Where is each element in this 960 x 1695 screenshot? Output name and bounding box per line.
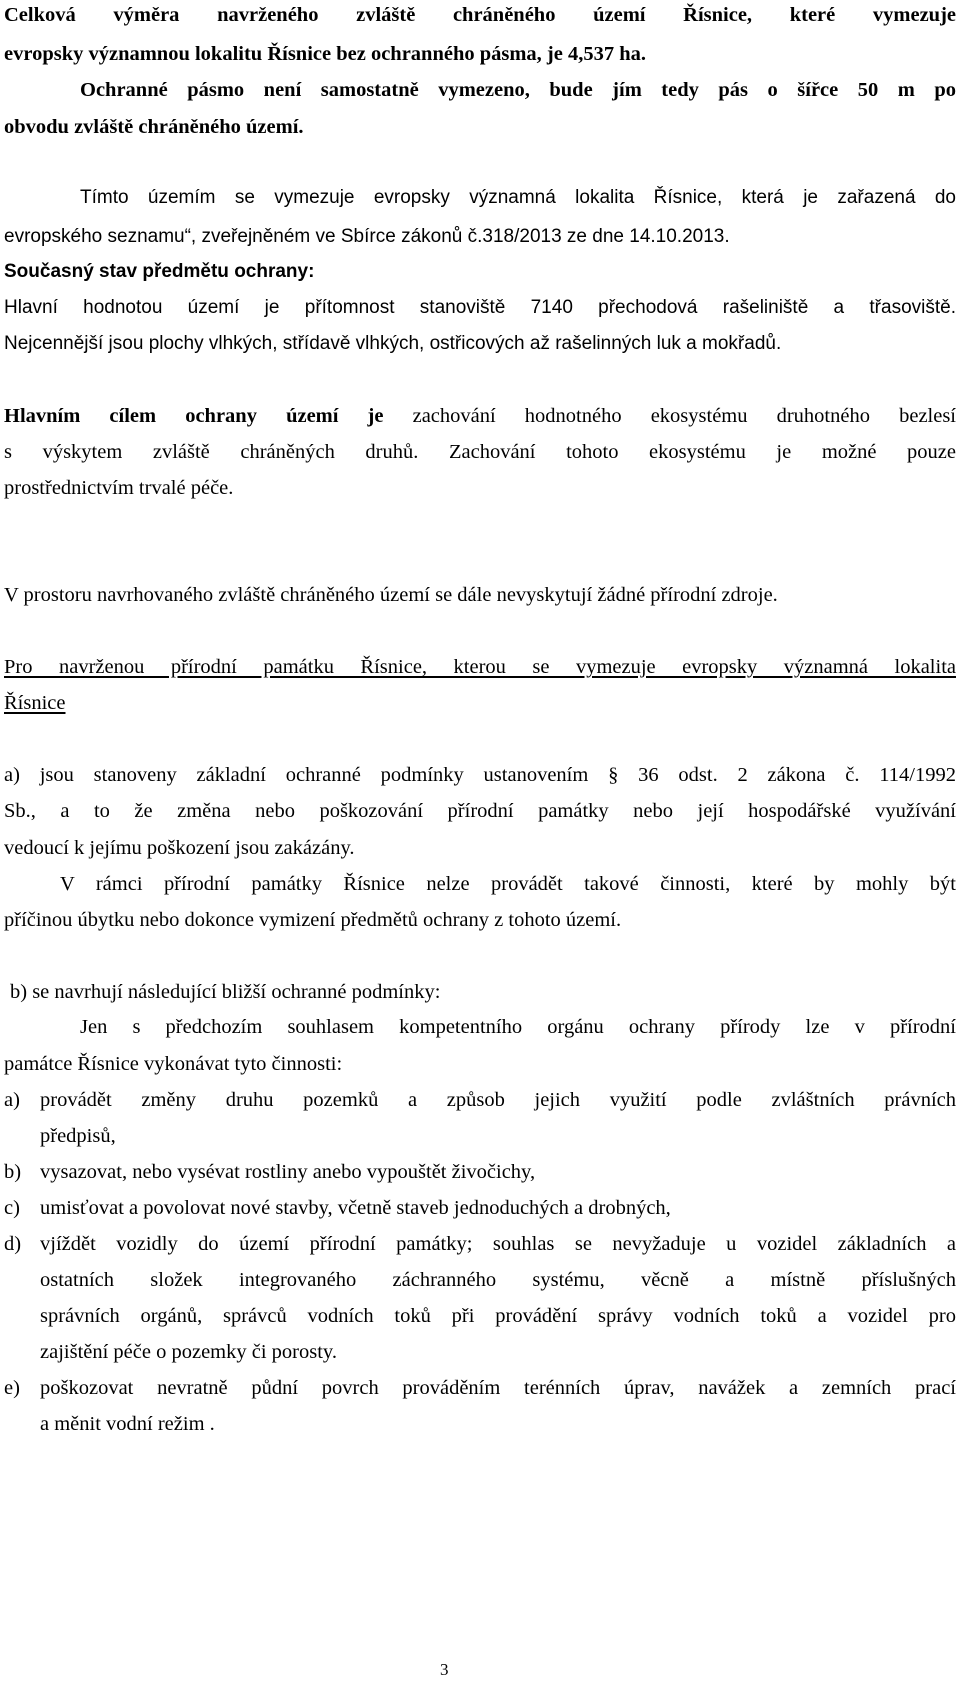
main-goal-bold: Hlavním cílem ochrany území je <box>4 405 384 427</box>
list-item-b-line-1: vysazovat, nebo vysévat rostliny anebo vypouštět živočichy, <box>40 1161 536 1183</box>
current-state-line-2: Nejcennější jsou plochy vlhkých, střídavě vlhkých, ostřicových až rašelinných luk a mokřadů. <box>4 333 782 354</box>
natural-resources-line: V prostoru navrhovaného zvláště chráněného území se dále nevyskytují žádné přírodní zdroje. <box>4 584 778 606</box>
monument-intro-line-2: Řísnice <box>4 692 66 714</box>
basic-conditions-line-2: Sb., a to že změna nebo poškozování přírodní památky nebo její hospodářské využívání <box>4 800 956 822</box>
list-marker: c) <box>4 1197 20 1219</box>
monument-intro-line-1: Pro navrženou přírodní památku Řísnice, kterou se vymezuje evropsky významná lokalita <box>4 656 956 678</box>
list-marker: b) <box>4 1161 22 1183</box>
main-goal-line-1 <box>4 406 956 427</box>
list-item-d-line-2: ostatních složek integrovaného záchranného systému, věcně a místně příslušných <box>40 1269 956 1291</box>
eu-site-line-2: evropského seznamu“, zveřejněném ve Sbírce zákonů č.318/2013 ze dne 14.10.2013. <box>4 226 730 247</box>
list-item-a-line-2: předpisů, <box>40 1125 116 1147</box>
basic-conditions-line-3: vedoucí k jejímu poškození jsou zakázány. <box>4 837 355 859</box>
current-state-heading: Současný stav předmětu ochrany: <box>4 261 315 282</box>
area-text-line-1: Celková výměra navrženého zvláště chráněného území Řísnice, které vymezuje <box>4 4 956 26</box>
list-item-d-line-1: vjíždět vozidly do území přírodní památky; souhlas se nevyžaduje u vozidel základních a <box>40 1233 956 1255</box>
current-state-line-1: Hlavní hodnotou území je přítomnost stanoviště 7140 přechodová rašeliniště a třasoviště. <box>4 297 956 318</box>
list-item-d-line-3: správních orgánů, správců vodních toků při provádění správy vodních toků a vozidel pro <box>40 1305 956 1327</box>
list-item-e-line-1: poškozovat nevratně půdní povrch prováděním terénních úprav, navážek a zemních prací <box>40 1377 956 1399</box>
area-text-line-2: evropsky významnou lokalitu Řísnice bez ochranného pásma, je 4,537 ha. <box>4 43 647 65</box>
list-item-a-line-1: provádět změny druhu pozemků a způsob jejich využití podle zvláštních právních <box>40 1089 956 1111</box>
buffer-zone-line-2: obvodu zvláště chráněného území. <box>4 116 304 138</box>
buffer-zone-line-1: Ochranné pásmo není samostatně vymezeno, bude jím tedy pás o šířce 50 m po <box>80 79 956 101</box>
list-item-d-line-4: zajištění péče o pozemky či porosty. <box>40 1341 337 1363</box>
basic-conditions-line-4: V rámci přírodní památky Řísnice nelze provádět takové činnosti, které by mohly být <box>60 873 956 895</box>
proposed-conditions-line-1: Jen s předchozím souhlasem kompetentního orgánu ochrany přírody lze v přírodní <box>80 1016 956 1038</box>
page-number: 3 <box>440 1660 449 1679</box>
list-item-c-line-1: umisťovat a povolovat nové stavby, včetně staveb jednoduchých a drobných, <box>40 1197 671 1219</box>
basic-conditions-line-1: a) jsou stanoveny základní ochranné podmínky ustanovením § 36 odst. 2 zákona č. 114/1992 <box>4 764 956 786</box>
list-marker: d) <box>4 1233 22 1255</box>
proposed-conditions-line-2: památce Řísnice vykonávat tyto činnosti: <box>4 1053 343 1075</box>
basic-conditions-line-5: příčinou úbytku nebo dokonce vymizení předmětů ochrany z tohoto území. <box>4 909 622 931</box>
main-goal-line-3: prostřednictvím trvalé péče. <box>4 477 234 499</box>
list-marker: a) <box>4 1089 20 1111</box>
list-marker: e) <box>4 1377 20 1399</box>
main-goal-rest: zachování hodnotného ekosystému druhotného bezlesí <box>383 405 957 427</box>
main-goal-line-2: s výskytem zvláště chráněných druhů. Zachování tohoto ekosystému je možné pouze <box>4 441 956 463</box>
list-item-e-line-2: a měnit vodní režim . <box>40 1413 215 1435</box>
proposed-conditions-heading: b) se navrhují následující bližší ochranné podmínky: <box>10 981 441 1003</box>
eu-site-line-1: Tímto územím se vymezuje evropsky významná lokalita Řísnice, která je zařazená do <box>80 187 956 208</box>
